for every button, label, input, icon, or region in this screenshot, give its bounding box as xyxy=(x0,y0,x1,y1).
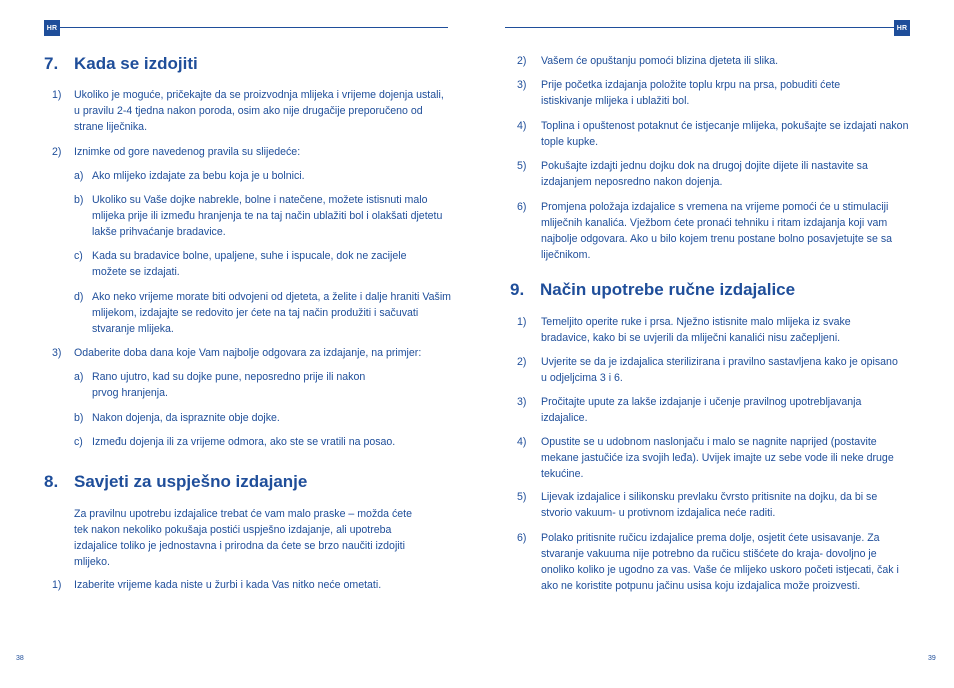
item-text: Nakon dojenja, da ispraznite obje dojke. xyxy=(92,412,280,424)
item-marker: 4) xyxy=(517,436,527,448)
cont-item-2 xyxy=(517,53,917,69)
item-marker: b) xyxy=(74,194,84,206)
s7-subitem-a xyxy=(74,168,454,184)
s9-item-6 xyxy=(517,530,917,594)
item-marker: 3) xyxy=(52,347,62,359)
item-marker: 3) xyxy=(517,396,527,408)
item-text: Izaberite vrijeme kada niste u žurbi i kada Vas nitko neće ometati. xyxy=(74,579,382,591)
item-marker: c) xyxy=(74,250,83,262)
cont-item-3 xyxy=(517,77,917,109)
item-marker: 5) xyxy=(517,491,527,503)
s9-item-4 xyxy=(517,434,917,482)
s7-item-2 xyxy=(52,144,452,160)
item-marker: 6) xyxy=(517,201,527,213)
item-marker: 1) xyxy=(52,579,62,591)
s8-item-1 xyxy=(52,577,452,593)
item-text: Toplina i opuštenost potaknut će istjecanje mlijeka, pokušajte se izdajati nakon tople kupke. xyxy=(541,120,909,148)
item-marker: c) xyxy=(74,436,83,448)
item-marker: 5) xyxy=(517,160,527,172)
cont-item-6 xyxy=(517,199,917,263)
item-marker: 1) xyxy=(52,89,62,101)
item-text: Uvjerite se da je izdajalica sterilizirana i pravilno sastavljena kako je opisano u odjeljcima 3 i 6. xyxy=(541,356,898,384)
item-marker: b) xyxy=(74,412,84,424)
s7-subitem-b xyxy=(74,192,454,240)
item-text: Ukoliko je moguće, pričekajte da se proizvodnja mlijeka i vrijeme dojenja ustali, u pravilu 2-4 tjedna nakon poroda, osim ako nije drugačije preporučeno od strane liječnika. xyxy=(74,89,444,133)
item-text: Pokušajte izdajti jednu dojku dok na drugoj dojite dijete ili nastavite sa izdajanjem neposredno nakon dojenja. xyxy=(541,160,868,188)
item-text: Kada su bradavice bolne, upaljene, suhe i ispucale, dok ne zacijele možete se izdajati. xyxy=(92,250,407,278)
item-marker: d) xyxy=(74,291,84,303)
s7-item-1 xyxy=(52,87,452,135)
item-text: Pročitajte upute za lakše izdajanje i učenje pravilnog upotrebljavanja izdajalice. xyxy=(541,396,862,424)
item-marker: 2) xyxy=(52,146,62,158)
s9-item-3 xyxy=(517,394,917,426)
left-header-rule xyxy=(44,27,448,28)
s9-item-5 xyxy=(517,489,917,521)
item-text: Vašem će opuštanju pomoći blizina djeteta ili slika. xyxy=(541,55,779,67)
section-8-number: 8. xyxy=(44,472,59,491)
item-text: Ukoliko su Vaše dojke nabrekle, bolne i natečene, možete istisnuti malo mlijeka prije ili između hranjenja te na taj način ublažiti bol i olakšati djetetu lakše prihvaćanje bradavice. xyxy=(92,194,443,238)
item-text: Prije početka izdajanja položite toplu krpu na prsa, pobuditi ćete istiskivanje mlijeka i ublažiti bol. xyxy=(541,79,841,107)
item-text: Između dojenja ili za vrijeme odmora, ako ste se vratili na posao. xyxy=(92,436,396,448)
section-7-number: 7. xyxy=(44,54,59,73)
item-text: Iznimke od gore navedenog pravila su slijedeće: xyxy=(74,146,301,158)
item-marker: a) xyxy=(74,371,84,383)
right-header-rule xyxy=(505,27,910,28)
item-text: Polako pritisnite ručicu izdajalice prema dolje, osjetit ćete usisavanje. Za stvaranje vakuuma nije potrebno da ručicu stišćete do kraja- dovoljno je onoliko koliko je ugodno za vas. Vaše će mlijeko uskoro početi istjecati, čak i ako ne koristite potpunu jačinu usisa koju izdajalica može proizvesti. xyxy=(541,532,899,592)
item-text: Ako mlijeko izdajate za bebu koja je u bolnici. xyxy=(92,170,305,182)
item-marker: 2) xyxy=(517,55,527,67)
s7-subitem-c2 xyxy=(74,434,454,450)
right-language-badge: HR xyxy=(894,20,910,36)
section-9-title: Način upotrebe ručne izdajalice xyxy=(540,280,796,299)
s9-item-2 xyxy=(517,354,917,386)
left-language-badge: HR xyxy=(44,20,60,36)
item-text: Ako neko vrijeme morate biti odvojeni od djeteta, a želite i dalje hraniti Vašim mlijekom, izdajajte se redovito jer ćete na taj način produžiti i sačuvati stvaranje mlijeka. xyxy=(92,291,451,335)
item-marker: 2) xyxy=(517,356,527,368)
section-8-title: Savjeti za uspješno izdajanje xyxy=(74,472,308,491)
right-page-number: 39 xyxy=(928,655,936,662)
section-8-heading xyxy=(44,472,307,492)
left-page-number: 38 xyxy=(16,655,24,662)
s7-item-3 xyxy=(52,345,457,361)
item-marker: a) xyxy=(74,170,84,182)
item-text: Temeljito operite ruke i prsa. Nježno istisnite malo mlijeka iz svake bradavice, kako bi se uvjerili da mliječni kanalići nisu začepljeni. xyxy=(541,316,851,344)
cont-item-4 xyxy=(517,118,917,150)
item-marker: 3) xyxy=(517,79,527,91)
s8-intro-paragraph: Za pravilnu upotrebu izdajalice trebat će vam malo praske – možda ćete tek nakon nekoliko pokušaja postići uspješno izdajanje, ali upotreba izdajalice toliko je jednostavna i prirodna da ćete se brzo naučiti izdojiti mlijeko. xyxy=(74,508,412,568)
section-7-title: Kada se izdojiti xyxy=(74,54,198,73)
section-9-heading xyxy=(510,280,795,300)
item-text: Opustite se u udobnom naslonjaču i malo se nagnite naprijed (postavite mekane jastučiće iza svojih leđa). Uvijek imajte uz sebe vode ili neke druge tekućine. xyxy=(541,436,894,480)
s7-subitem-b2 xyxy=(74,410,454,426)
item-marker: 1) xyxy=(517,316,527,328)
item-text: Odaberite doba dana koje Vam najbolje odgovara za izdajanje, na primjer: xyxy=(74,347,422,359)
section-7-heading xyxy=(44,54,198,74)
item-text: Promjena položaja izdajalice s vremena na vrijeme pomoći će u stimulaciji mliječnih kanalića. Vježbom ćete pronaći tehniku i ritam izdajanja koji vam najbolje odgovara. Ako u bilo kojem trenu postane bolno posavjetujte se sa liječnikom. xyxy=(541,201,893,261)
s7-subitem-c xyxy=(74,248,454,280)
section-9-number: 9. xyxy=(510,280,525,299)
item-text: Lijevak izdajalice i silikonsku prevlaku čvrsto pritisnite na dojku, da bi se stvorio vakuum- u protivnom izdajalica neće raditi. xyxy=(541,491,878,519)
item-marker: 6) xyxy=(517,532,527,544)
s7-subitem-a2 xyxy=(74,369,454,401)
s9-item-1 xyxy=(517,314,917,346)
item-text: Rano ujutro, kad su dojke pune, neposredno prije ili nakon prvog hranjenja. xyxy=(92,371,366,399)
s7-subitem-d xyxy=(74,289,454,337)
item-marker: 4) xyxy=(517,120,527,132)
cont-item-5 xyxy=(517,158,917,190)
